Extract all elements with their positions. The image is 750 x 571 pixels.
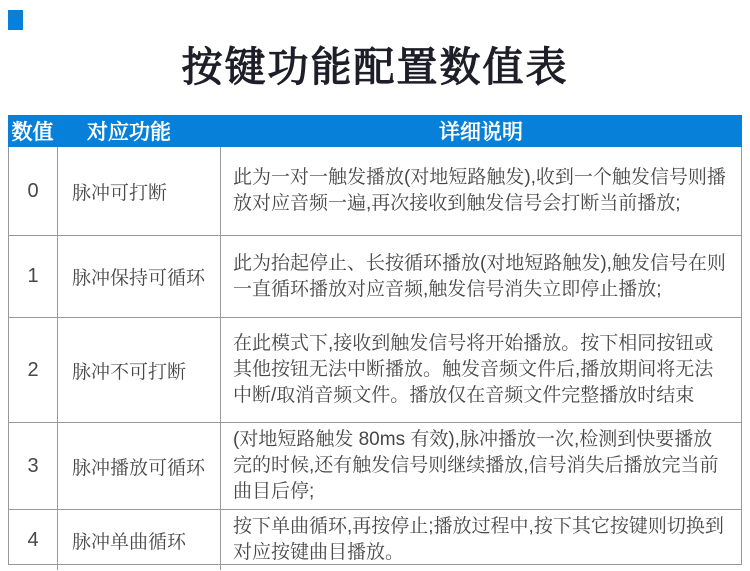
value-cell: 2 [9, 318, 58, 422]
description-text: 此为一对一触发播放(对地短路触发),收到一个触发信号则播放对应音频一遍,再次接收到触发信号会打断当前播放; [233, 167, 726, 214]
value-cell: 1 [9, 236, 58, 317]
description-cell [221, 423, 741, 509]
table-row [9, 317, 741, 422]
description-cell [221, 510, 741, 570]
table-row [9, 422, 741, 509]
description-text: 此为抬起停止、长按循环播放(对地短路触发),触发信号在则一直循环播放对应音频,触发信号消失立即停止播放; [233, 252, 726, 300]
blue-square-icon [8, 10, 23, 30]
description-cell [221, 318, 741, 422]
value-cell: 4 [9, 510, 58, 570]
description-text: 按下单曲循环,再按停止;播放过程中,按下其它按键则切换到对应按键曲目播放。 [233, 516, 724, 563]
page-title: 按键功能配置数值表 [181, 44, 569, 90]
table-row [9, 147, 741, 235]
function-cell: 脉冲可打断 [58, 147, 221, 235]
description-text: (对地短路触发 80ms 有效),脉冲播放一次,检测到快要播放完的时候,还有触发信号则继续播放,信号消失后播放完当前曲目后停; [233, 429, 719, 502]
table-header-row [8, 115, 742, 147]
description-text: 在此模式下,接收到触发信号将开始播放。按下相同按钮或其他按钮无法中断播放。触发音频文件后,播放期间将无法中断/取消音频文件。播放仅在音频文件完整播放时结束 [233, 333, 714, 406]
table-row [9, 509, 741, 564]
table-body [8, 147, 742, 565]
function-cell: 脉冲单曲循环 [58, 510, 221, 570]
value-cell: 0 [9, 147, 58, 235]
key-function-config-table [8, 115, 742, 565]
header-function: 对应功能 [87, 121, 171, 144]
table-row [9, 235, 741, 317]
description-cell [221, 147, 741, 235]
function-cell: 脉冲不可打断 [58, 318, 221, 422]
function-cell: 脉冲播放可循环 [58, 423, 221, 509]
header-description: 详细说明 [439, 121, 523, 144]
function-cell: 脉冲保持可循环 [58, 236, 221, 317]
description-cell [221, 236, 741, 317]
value-cell: 3 [9, 423, 58, 509]
header-value: 数值 [11, 121, 54, 144]
